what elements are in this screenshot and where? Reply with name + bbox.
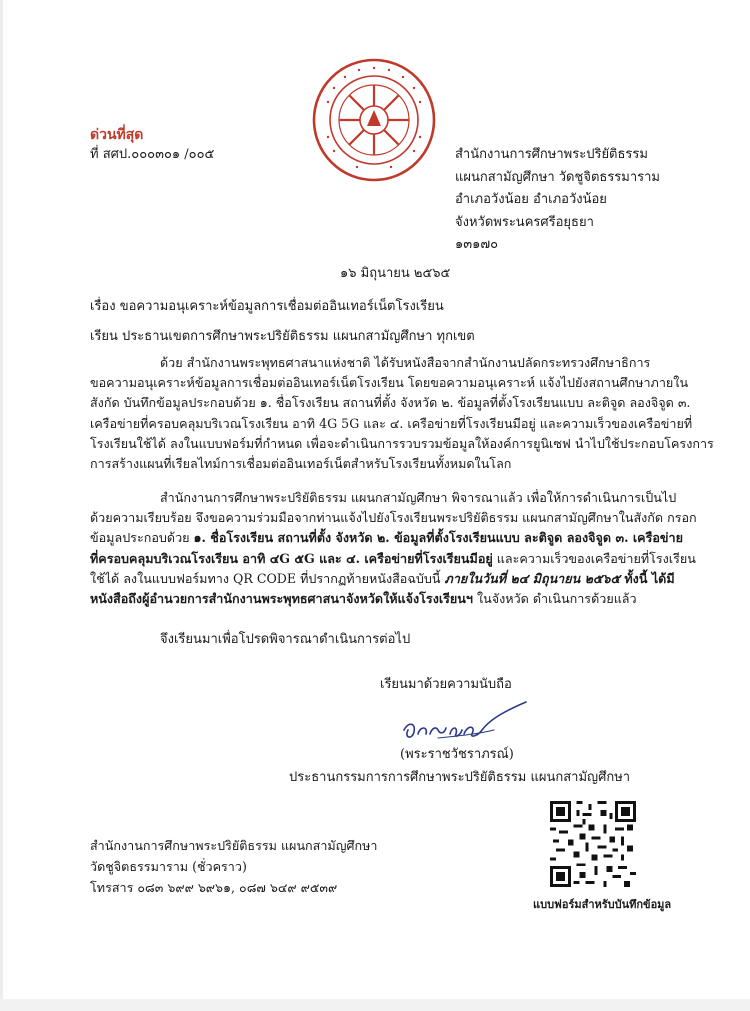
- department-seal: [311, 57, 437, 183]
- text-run: ข้อมูลประกอบด้วย: [90, 530, 194, 546]
- paragraph-1-line: สังกัด บันทึกข้อมูลประกอบด้วย ๑. ชื่อโรงเรียน สถานที่ตั้ง จังหวัด ๒. ข้อมูลที่ตั้งโรงเรียนแบบ ละติจูด ลองจิจูด ๓.: [90, 395, 691, 411]
- signer-title: ประธานกรรมการการศึกษาพระปริยัติธรรม แผนกสามัญศึกษา: [289, 770, 631, 785]
- paragraph-1-line: โรงเรียนใช้ได้ ลงในแบบฟอร์มที่กำหนด เพื่อจะดำเนินการรวบรวมข้อมูลให้องค์การยูนิเซฟ นำไปใช้ประกอบโครงการ: [90, 435, 714, 451]
- footer-contact: [90, 835, 377, 898]
- address-line: จังหวัดพระนครศรีอยุธยา: [455, 214, 594, 230]
- address-line: อำเภอวังน้อย อำเภอวังน้อย: [455, 192, 607, 207]
- paragraph-2-line: ด้วยความเรียบร้อย จึงขอความร่วมมือจากท่านแจ้งไปยังโรงเรียนพระปริยัติธรรม แผนกสามัญศึกษาในสังกัด กรอก: [90, 510, 697, 526]
- closing-request: จึงเรียนมาเพื่อโปรดพิจารณาดำเนินการต่อไป: [160, 632, 411, 647]
- bottom-border: [0, 999, 750, 1011]
- recipient-line: เรียน ประธานเขตการศึกษาพระปริยัติธรรม แผนกสามัญศึกษา ทุกเขต: [90, 329, 475, 344]
- address-line: ๑๓๑๗๐: [455, 237, 499, 252]
- sender-address: [455, 144, 660, 257]
- paragraph-1-line: ขอความอนุเคราะห์ข้อมูลการเชื่อมต่ออินเทอร์เน็ตโรงเรียน โดยขอความอนุเคราะห์ แจ้งไปยังสถานศึกษาภายใน: [90, 375, 689, 391]
- footer-line: โทรสาร ๐๘๓ ๖๙๙ ๖๙๖๑, ๐๘๗ ๖๔๙ ๙๕๓๙: [90, 880, 338, 895]
- document-number: ที่ สศป.๐๐๐๓๐๑ /๐๐๕: [90, 147, 215, 162]
- bold-text-run: ที่ครอบคลุมบริเวณโรงเรียน อาทิ ๔G ๕G และ ๔. เครือข่ายที่โรงเรียนมีอยู่: [90, 550, 493, 566]
- signer-name: (พระราชวัชราภรณ์): [400, 747, 514, 762]
- deadline-text: ภายในวันที่ ๒๔ มิถุนายน ๒๕๖๕: [444, 570, 620, 586]
- footer-line: สำนักงานการศึกษาพระปริยัติธรรม แผนกสามัญศึกษา: [90, 838, 378, 853]
- handwritten-signature: [398, 700, 533, 748]
- address-line: แผนกสามัญศึกษา วัดชูจิตธรรมาราม: [455, 169, 661, 185]
- paragraph-2-line: [90, 589, 670, 609]
- text-run: ในจังหวัด ดำเนินการด้วยแล้ว: [472, 590, 637, 606]
- paragraph-2: [90, 488, 697, 609]
- text-run: และความเร็วของเครือข่ายที่โรงเรียน: [492, 550, 696, 566]
- paragraph-2-line: สำนักงานการศึกษาพระปริยัติธรรม แผนกสามัญศึกษา พิจารณาแล้ว เพื่อให้การดำเนินการเป็นไป: [160, 490, 677, 505]
- text-run: ใช้ได้ ลงในแบบฟอร์มทาง QR CODE ที่ปรากฏท้ายหนังสือฉบับนี้: [90, 570, 445, 586]
- qr-code[interactable]: [550, 801, 636, 887]
- paragraph-2-line: [90, 569, 675, 589]
- bold-text-run: ๑. ชื่อโรงเรียน สถานที่ตั้ง จังหวัด ๒. ข้อมูลที่ตั้งโรงเรียนแบบ ละติจูด ลองจิจูด ๓. เครือข่าย: [193, 530, 683, 546]
- subject-line: เรื่อง ขอความอนุเคราะห์ข้อมูลการเชื่อมต่ออินเทอร์เน็ตโรงเรียน: [90, 299, 444, 314]
- complimentary-close: เรียนมาด้วยความนับถือ: [380, 677, 512, 692]
- address-line: สำนักงานการศึกษาพระปริยัติธรรม: [455, 147, 648, 162]
- bold-text-run: ทั้งนี้ ได้มี: [619, 570, 675, 586]
- qr-caption: แบบฟอร์มสำหรับบันทึกข้อมูล: [533, 898, 672, 911]
- bold-text-run: หนังสือถึงผู้อำนวยการสำนักงานพระพุทธศาสนาจังหวัดให้แจ้งโรงเรียนฯ: [90, 590, 473, 606]
- paragraph-2-line: [90, 528, 683, 548]
- letter-date: ๑๖ มิถุนายน ๒๕๖๕: [340, 266, 451, 281]
- urgency-label: ด่วนที่สุด: [90, 127, 144, 143]
- paragraph-1: [90, 353, 714, 474]
- paragraph-2-line: [90, 549, 696, 569]
- paragraph-1-line: การสร้างแผนที่เรียลไทม์การเชื่อมต่ออินเทอร์เน็ตสำหรับโรงเรียนทั้งหมดในโลก: [90, 455, 512, 471]
- paragraph-1-line: เครือข่ายที่ครอบคลุมบริเวณโรงเรียน อาทิ 4G 5G และ ๔. เครือข่ายที่โรงเรียนมีอยู่ และความเร็วของเครือข่ายที่: [90, 415, 693, 431]
- paragraph-1-line: ด้วย สำนักงานพระพุทธศาสนาแห่งชาติ ได้รับหนังสือจากสำนักงานปลัดกระทรวงศึกษาธิการ: [160, 355, 651, 370]
- footer-line: วัดชูจิตธรรมาราม (ชั่วคราว): [90, 859, 247, 874]
